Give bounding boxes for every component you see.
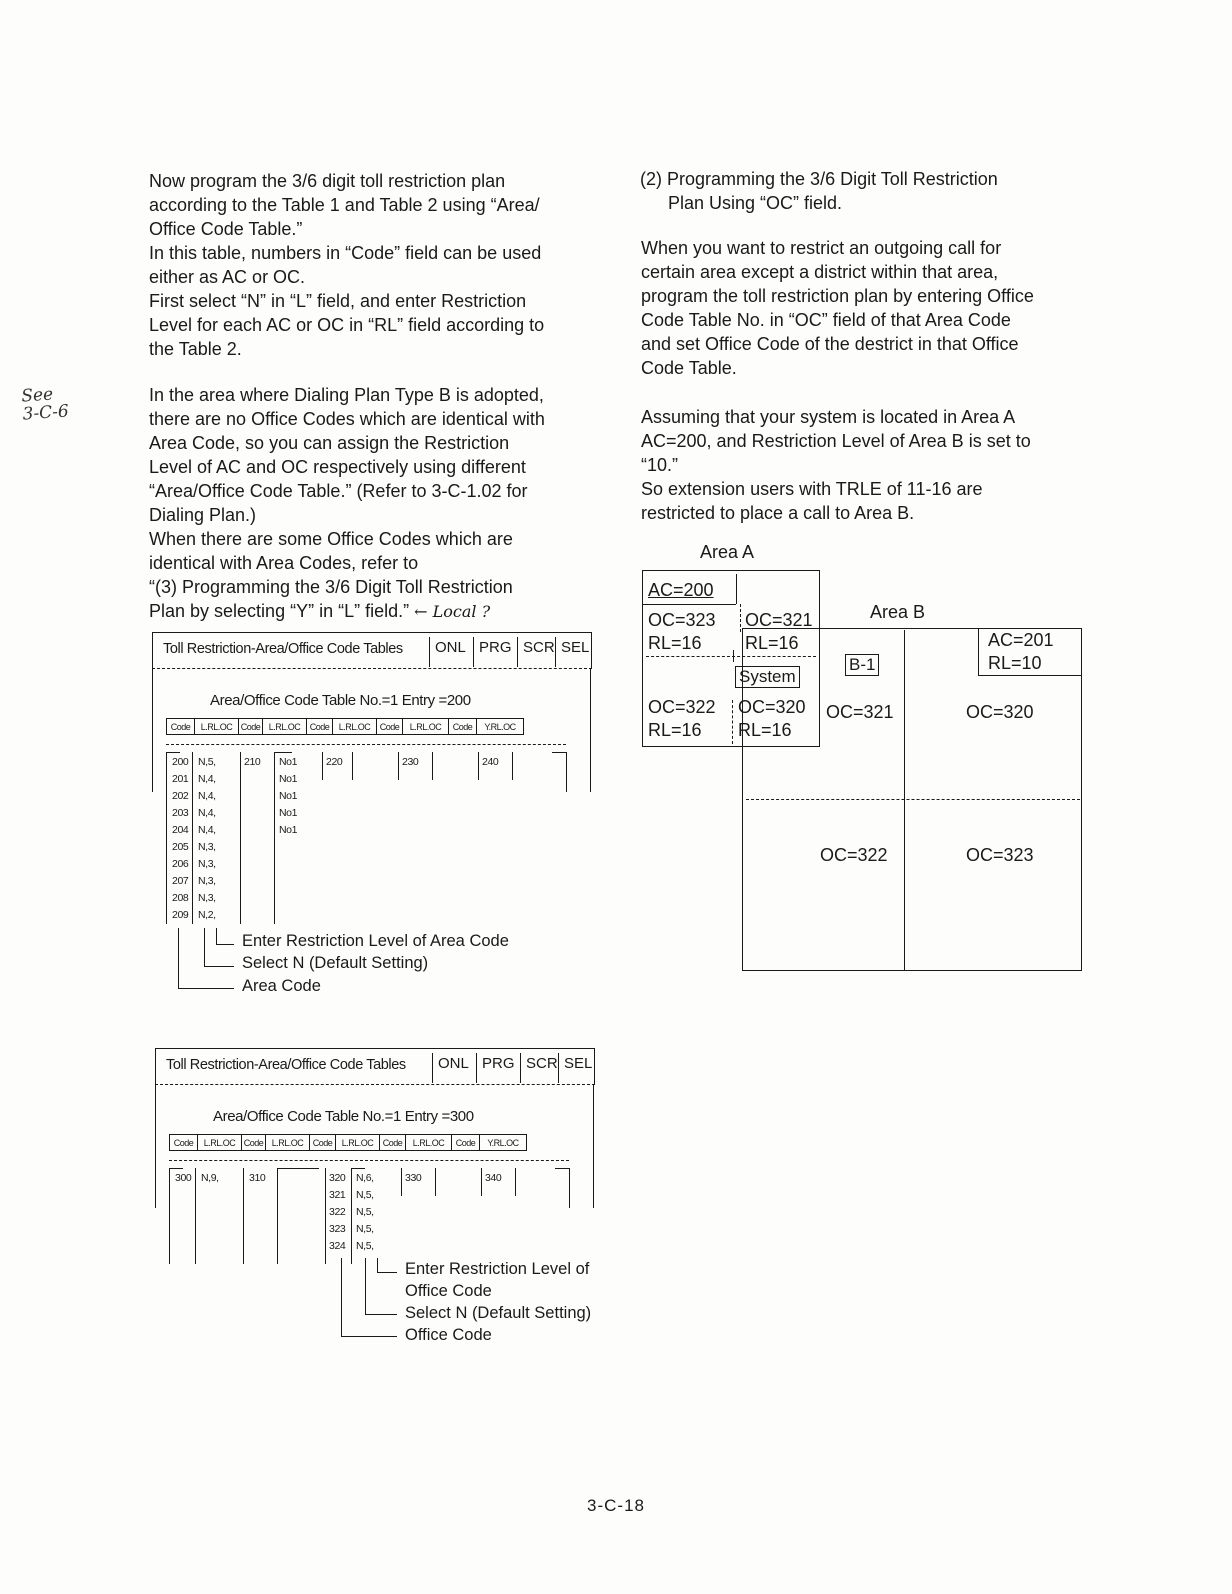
b1-box: B-1 — [845, 654, 879, 676]
rl-value[interactable]: N,5, — [356, 1206, 374, 1218]
rl-value[interactable]: N,9, — [201, 1172, 219, 1184]
rl-value[interactable]: N,6, — [356, 1172, 374, 1184]
code-330[interactable]: 330 — [405, 1172, 422, 1184]
code-323[interactable]: 323 — [329, 1223, 346, 1235]
screen-title: Toll Restriction-Area/Office Code Tables — [163, 641, 403, 657]
code-320[interactable]: 320 — [329, 1172, 346, 1184]
column-header: L.RL.OC — [402, 718, 448, 735]
oc-321-area-a: OC=321 — [745, 610, 813, 630]
rl-area-a: RL=16 — [745, 633, 799, 653]
oc-value[interactable]: No1 — [279, 807, 298, 819]
oc-322-area-b: OC=322 — [820, 845, 888, 865]
rl-value[interactable]: N,5, — [356, 1189, 374, 1201]
rl-value[interactable]: N,4, — [198, 790, 216, 802]
column-header: Y.RL.OC — [476, 718, 524, 735]
code-200[interactable]: 200 — [172, 756, 189, 768]
prg-button[interactable]: PRG — [482, 1055, 515, 1072]
rl-area-a: RL=16 — [648, 720, 702, 740]
page-number: 3-C-18 — [587, 1496, 645, 1515]
code-322[interactable]: 322 — [329, 1206, 346, 1218]
rl-value[interactable]: N,4, — [198, 773, 216, 785]
oc-320-area-b: OC=320 — [966, 702, 1034, 722]
screen-header — [152, 632, 592, 668]
code-300[interactable]: 300 — [175, 1172, 192, 1184]
column-header: Code — [448, 718, 476, 735]
oc-321-area-b: OC=321 — [826, 702, 894, 722]
rl-value[interactable]: N,3, — [198, 892, 216, 904]
code-240[interactable]: 240 — [482, 756, 499, 768]
prg-button[interactable]: PRG — [479, 639, 512, 656]
oc-322-area-a: OC=322 — [648, 697, 716, 717]
column-header: L.RL.OC — [262, 718, 306, 735]
area-b-label: Area B — [870, 602, 926, 622]
legend-restriction-level-line1: Enter Restriction Level of — [405, 1260, 590, 1278]
column-header: Code — [306, 718, 332, 735]
column-header: L.RL.OC — [265, 1134, 309, 1151]
code-230[interactable]: 230 — [402, 756, 419, 768]
column-header: Code — [238, 718, 262, 735]
screen-title: Toll Restriction-Area/Office Code Tables — [166, 1057, 406, 1073]
oc-320-area-a: OC=320 — [738, 697, 806, 717]
code-205[interactable]: 205 — [172, 841, 189, 853]
rl-value[interactable]: N,3, — [198, 841, 216, 853]
code-340[interactable]: 340 — [485, 1172, 502, 1184]
column-header: L.RL.OC — [405, 1134, 451, 1151]
rl-area-a: RL=16 — [648, 633, 702, 653]
assumption-paragraph: Assuming that your system is located in Area A AC=200, and Restriction Level of Area B is set to “10.” So extension users with TRLE of 11-16 are restricted to place a call to Area B. — [641, 407, 1031, 523]
column-header: L.RL.OC — [332, 718, 376, 735]
rl-value[interactable]: N,5, — [356, 1240, 374, 1252]
code-206[interactable]: 206 — [172, 858, 189, 870]
legend-select-n: Select N (Default Setting) — [405, 1304, 592, 1322]
legend-restriction-level-line2: Office Code — [405, 1282, 492, 1300]
intro-paragraph: Now program the 3/6 digit toll restriction plan according to the Table 1 and Table 2 using “Area/ Office Code Table.” In this table, numbers in “Code” field can be used either as AC or OC. First select “N” in “L” field, and enter Restriction Level for each AC or OC in “RL” field according to the Table 2. — [149, 171, 545, 359]
column-header: Y.RL.OC — [479, 1134, 527, 1151]
rl-value[interactable]: N,5, — [356, 1223, 374, 1235]
table-subtitle: Area/Office Code Table No.=1 Entry =300 — [213, 1108, 474, 1125]
sel-button[interactable]: SEL — [564, 1055, 593, 1072]
column-header: Code — [169, 1134, 197, 1151]
handwritten-local-note: ← Local ? — [414, 602, 491, 621]
rl-value[interactable]: N,5, — [198, 756, 216, 768]
toll-restriction-screen-entry-300 — [155, 1048, 595, 1348]
oc-323-area-b: OC=323 — [966, 845, 1034, 865]
rl-value[interactable]: N,4, — [198, 807, 216, 819]
onl-button[interactable]: ONL — [435, 639, 466, 656]
column-header: L.RL.OC — [194, 718, 238, 735]
code-324[interactable]: 324 — [329, 1240, 346, 1252]
code-208[interactable]: 208 — [172, 892, 189, 904]
rl-value[interactable]: N,4, — [198, 824, 216, 836]
area-a-label: Area A — [700, 542, 755, 562]
legend-area-code: Area Code — [242, 977, 321, 995]
column-header: Code — [166, 718, 194, 735]
oc-value[interactable]: No1 — [279, 756, 298, 768]
column-header: Code — [379, 1134, 405, 1151]
column-header: Code — [451, 1134, 479, 1151]
rl-value[interactable]: N,3, — [198, 875, 216, 887]
handwritten-margin-note: See 3-C-6 — [20, 384, 70, 425]
toll-restriction-screen-entry-200 — [152, 632, 592, 1002]
code-310[interactable]: 310 — [249, 1172, 266, 1184]
column-header: Code — [241, 1134, 265, 1151]
code-207[interactable]: 207 — [172, 875, 189, 887]
code-204[interactable]: 204 — [172, 824, 189, 836]
table-subtitle: Area/Office Code Table No.=1 Entry =200 — [210, 692, 471, 709]
column-header-row — [166, 718, 566, 735]
legend-office-code: Office Code — [405, 1326, 492, 1344]
dialing-plan-paragraph: In the area where Dialing Plan Type B is adopted, there are no Office Codes which are identical with Area Code, so you can assign the Restriction Level of AC and OC respectively using different “Area/Office Code Table.” (Refer to 3-C-1.02 for Dialing Plan.) When there are some Office Codes which are identical with Area Codes, refer to “(3) Programming the 3/6 Digit Toll Restriction Plan by selecting “Y” in “L” field.” ← Local ? — [149, 385, 545, 621]
code-202[interactable]: 202 — [172, 790, 189, 802]
legend-restriction-level: Enter Restriction Level of Area Code — [242, 932, 509, 950]
code-209[interactable]: 209 — [172, 909, 189, 921]
oc-value[interactable]: No1 — [279, 773, 298, 785]
code-321[interactable]: 321 — [329, 1189, 346, 1201]
column-header: Code — [309, 1134, 335, 1151]
screen-header — [155, 1048, 595, 1084]
column-header: L.RL.OC — [197, 1134, 241, 1151]
oc-value[interactable]: No1 — [279, 790, 298, 802]
system-location-box: System — [735, 666, 800, 688]
column-header: L.RL.OC — [335, 1134, 379, 1151]
column-header-row — [169, 1134, 569, 1151]
oc-323-area-a: OC=323 — [648, 610, 716, 630]
sel-button[interactable]: SEL — [561, 639, 590, 656]
code-201[interactable]: 201 — [172, 773, 189, 785]
column-header: Code — [376, 718, 402, 735]
code-210[interactable]: 210 — [244, 756, 261, 768]
oc-value[interactable]: No1 — [279, 824, 298, 836]
scr-button[interactable]: SCR — [523, 639, 555, 656]
area-a-ac: AC=200 — [648, 580, 714, 600]
onl-button[interactable]: ONL — [438, 1055, 469, 1072]
code-220[interactable]: 220 — [326, 756, 343, 768]
scr-button[interactable]: SCR — [526, 1055, 558, 1072]
rl-area-a: RL=16 — [738, 720, 792, 740]
oc-field-paragraph: When you want to restrict an outgoing call for certain area except a district within that area, program the toll restriction plan by entering Office Code Table No. in “OC” field of that Area Code and set Office Code of the destrict in that Office Code Table. — [641, 238, 1034, 378]
area-b-ac: AC=201 — [988, 630, 1054, 650]
legend-select-n: Select N (Default Setting) — [242, 954, 429, 972]
section-heading: (2) Programming the 3/6 Digit Toll Restriction Plan Using “OC” field. — [640, 169, 998, 213]
code-203[interactable]: 203 — [172, 807, 189, 819]
rl-value[interactable]: N,3, — [198, 858, 216, 870]
rl-value[interactable]: N,2, — [198, 909, 216, 921]
area-b-rl: RL=10 — [988, 653, 1042, 673]
